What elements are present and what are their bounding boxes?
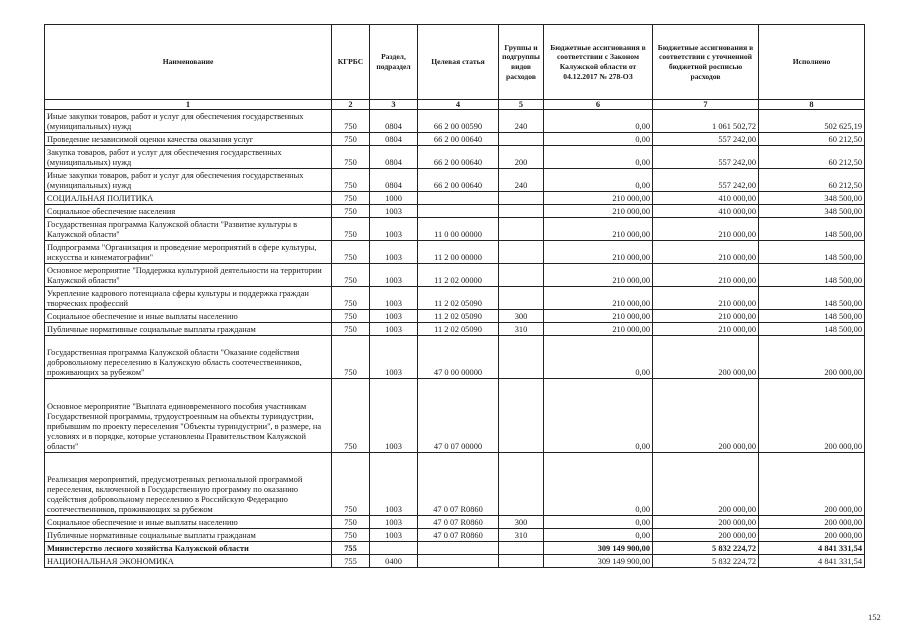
cell-group [499, 336, 544, 379]
cell-executed: 60 212,50 [759, 133, 865, 146]
table-row [45, 264, 865, 287]
cell-kgrbs: 755 [332, 542, 370, 555]
cell-executed: 200 000,00 [759, 379, 865, 453]
cell-updated: 210 000,00 [653, 241, 759, 264]
cell-group [499, 542, 544, 555]
cell-target: 66 2 00 00640 [418, 133, 499, 146]
cell-section: 1000 [370, 192, 418, 205]
cell-target [418, 542, 499, 555]
cell-executed: 200 000,00 [759, 529, 865, 542]
table-row [45, 169, 865, 192]
cell-name: Укрепление кадрового потенциала сферы культуры и поддержка граждан творческих профессий [45, 287, 332, 310]
cell-group: 300 [499, 310, 544, 323]
cell-section: 1003 [370, 516, 418, 529]
cell-group [499, 205, 544, 218]
header-executed: Исполнено [759, 25, 865, 100]
cell-executed: 148 500,00 [759, 310, 865, 323]
cell-name: Иные закупки товаров, работ и услуг для обеспечения государственных (муниципальных) нужд [45, 169, 332, 192]
cell-section [370, 542, 418, 555]
cell-updated: 5 832 224,72 [653, 555, 759, 568]
cell-target: 47 0 07 00000 [418, 379, 499, 453]
cell-law: 210 000,00 [544, 218, 653, 241]
cell-target: 11 2 02 00000 [418, 264, 499, 287]
table-row [45, 542, 865, 555]
table-row [45, 133, 865, 146]
cell-target: 47 0 07 R0860 [418, 516, 499, 529]
cell-kgrbs: 750 [332, 310, 370, 323]
cell-kgrbs: 750 [332, 192, 370, 205]
cell-executed: 200 000,00 [759, 453, 865, 516]
table-row [45, 379, 865, 453]
cell-kgrbs: 750 [332, 516, 370, 529]
cell-kgrbs: 750 [332, 264, 370, 287]
cell-kgrbs: 750 [332, 218, 370, 241]
cell-group [499, 218, 544, 241]
table-row [45, 241, 865, 264]
cell-law: 0,00 [544, 379, 653, 453]
table-row [45, 110, 865, 133]
cell-target: 11 2 02 05090 [418, 323, 499, 336]
cell-target [418, 192, 499, 205]
header-updated: Бюджетные ассигнования в соответствии с уточненной бюджетной росписью расходов [653, 25, 759, 100]
cell-section: 1003 [370, 205, 418, 218]
cell-kgrbs: 750 [332, 529, 370, 542]
cell-name: Социальное обеспечение населения [45, 205, 332, 218]
cell-law: 210 000,00 [544, 264, 653, 287]
cell-section: 0804 [370, 169, 418, 192]
cell-group [499, 192, 544, 205]
cell-executed: 4 841 331,54 [759, 542, 865, 555]
cell-kgrbs: 750 [332, 287, 370, 310]
cell-updated: 210 000,00 [653, 287, 759, 310]
header-name: Наименование [45, 25, 332, 100]
cell-executed: 4 841 331,54 [759, 555, 865, 568]
cell-group: 240 [499, 110, 544, 133]
table-row [45, 529, 865, 542]
cell-updated: 557 242,00 [653, 169, 759, 192]
cell-target: 11 2 02 05090 [418, 310, 499, 323]
cell-section: 1003 [370, 310, 418, 323]
budget-table [44, 24, 865, 568]
cell-kgrbs: 750 [332, 336, 370, 379]
cell-updated: 410 000,00 [653, 192, 759, 205]
cell-updated: 200 000,00 [653, 336, 759, 379]
cell-group: 200 [499, 146, 544, 169]
cell-kgrbs: 750 [332, 323, 370, 336]
cell-kgrbs: 750 [332, 133, 370, 146]
cell-name: Министерство лесного хозяйства Калужской области [45, 542, 332, 555]
cell-name: Иные закупки товаров, работ и услуг для обеспечения государственных (муниципальных) нужд [45, 110, 332, 133]
column-number: 1 [45, 100, 332, 110]
cell-group [499, 133, 544, 146]
cell-name: Основное мероприятие "Выплата единовременного пособия участникам Государственной программы, трудоустроенным на объекты туриндустрии, прибывшим по проекту переселения "Объекты туриндустрии", в размере, на условиях и в порядке, которые установлены Правительством Калужской области" [45, 379, 332, 453]
cell-group [499, 287, 544, 310]
cell-section: 0400 [370, 555, 418, 568]
cell-group [499, 555, 544, 568]
cell-target: 11 2 02 05090 [418, 287, 499, 310]
cell-executed: 348 500,00 [759, 205, 865, 218]
cell-updated: 200 000,00 [653, 516, 759, 529]
cell-updated: 200 000,00 [653, 453, 759, 516]
column-number-row [45, 100, 865, 110]
column-number: 4 [418, 100, 499, 110]
column-number: 6 [544, 100, 653, 110]
cell-law: 210 000,00 [544, 323, 653, 336]
cell-name: Государственная программа Калужской области "Развитие культуры в Калужской области" [45, 218, 332, 241]
cell-section: 1003 [370, 453, 418, 516]
cell-name: Основное мероприятие "Поддержка культурной деятельности на территории Калужской области" [45, 264, 332, 287]
cell-kgrbs: 750 [332, 453, 370, 516]
table-row [45, 192, 865, 205]
cell-group [499, 241, 544, 264]
cell-executed: 148 500,00 [759, 287, 865, 310]
cell-kgrbs: 755 [332, 555, 370, 568]
table-row [45, 218, 865, 241]
table-row [45, 453, 865, 516]
cell-group [499, 264, 544, 287]
cell-law: 309 149 900,00 [544, 555, 653, 568]
cell-target: 11 0 00 00000 [418, 218, 499, 241]
cell-executed: 200 000,00 [759, 336, 865, 379]
cell-target [418, 555, 499, 568]
cell-kgrbs: 750 [332, 205, 370, 218]
cell-section: 1003 [370, 323, 418, 336]
cell-updated: 1 061 502,72 [653, 110, 759, 133]
cell-target: 66 2 00 00640 [418, 169, 499, 192]
cell-updated: 557 242,00 [653, 146, 759, 169]
table-row [45, 555, 865, 568]
cell-executed: 348 500,00 [759, 192, 865, 205]
cell-group: 310 [499, 529, 544, 542]
cell-kgrbs: 750 [332, 379, 370, 453]
cell-updated: 200 000,00 [653, 529, 759, 542]
cell-name: Реализация мероприятий, предусмотренных региональной программой переселения, включенной в Государственную программу по оказанию содействия добровольному переселению в Российскую Федерацию соотечественников, проживающих за рубежом [45, 453, 332, 516]
cell-group: 240 [499, 169, 544, 192]
cell-section: 1003 [370, 529, 418, 542]
cell-law: 309 149 900,00 [544, 542, 653, 555]
cell-law: 210 000,00 [544, 310, 653, 323]
cell-target: 47 0 07 R0860 [418, 529, 499, 542]
cell-group: 300 [499, 516, 544, 529]
cell-section: 1003 [370, 218, 418, 241]
cell-target: 47 0 07 R0860 [418, 453, 499, 516]
cell-updated: 5 832 224,72 [653, 542, 759, 555]
cell-updated: 210 000,00 [653, 310, 759, 323]
cell-updated: 200 000,00 [653, 379, 759, 453]
cell-law: 210 000,00 [544, 192, 653, 205]
cell-section: 0804 [370, 110, 418, 133]
cell-updated: 210 000,00 [653, 323, 759, 336]
table-body [45, 110, 865, 568]
cell-law: 0,00 [544, 453, 653, 516]
cell-section: 0804 [370, 133, 418, 146]
cell-law: 0,00 [544, 529, 653, 542]
cell-law: 0,00 [544, 169, 653, 192]
cell-updated: 210 000,00 [653, 264, 759, 287]
cell-name: НАЦИОНАЛЬНАЯ ЭКОНОМИКА [45, 555, 332, 568]
cell-name: Социальное обеспечение и иные выплаты населению [45, 310, 332, 323]
cell-group: 310 [499, 323, 544, 336]
cell-law: 210 000,00 [544, 287, 653, 310]
cell-section: 1003 [370, 287, 418, 310]
cell-kgrbs: 750 [332, 169, 370, 192]
cell-target: 66 2 00 00590 [418, 110, 499, 133]
cell-updated: 557 242,00 [653, 133, 759, 146]
header-section: Раздел, подраздел [370, 25, 418, 100]
table-row [45, 205, 865, 218]
cell-name: Публичные нормативные социальные выплаты гражданам [45, 323, 332, 336]
table-row [45, 516, 865, 529]
column-number: 7 [653, 100, 759, 110]
header-kgrbs: КГРБС [332, 25, 370, 100]
cell-executed: 148 500,00 [759, 264, 865, 287]
cell-law: 210 000,00 [544, 205, 653, 218]
page-number: 152 [868, 612, 881, 622]
cell-target [418, 205, 499, 218]
table-row [45, 146, 865, 169]
cell-section: 1003 [370, 241, 418, 264]
table-row [45, 310, 865, 323]
cell-executed: 502 625,19 [759, 110, 865, 133]
cell-executed: 148 500,00 [759, 218, 865, 241]
cell-target: 47 0 00 00000 [418, 336, 499, 379]
cell-executed: 60 212,50 [759, 146, 865, 169]
cell-group [499, 379, 544, 453]
cell-law: 0,00 [544, 110, 653, 133]
cell-executed: 148 500,00 [759, 241, 865, 264]
cell-group [499, 453, 544, 516]
cell-executed: 200 000,00 [759, 516, 865, 529]
cell-updated: 210 000,00 [653, 218, 759, 241]
cell-name: Социальное обеспечение и иные выплаты населению [45, 516, 332, 529]
cell-section: 1003 [370, 336, 418, 379]
header-group: Группы и подгруппы видов расходов [499, 25, 544, 100]
cell-name: Публичные нормативные социальные выплаты гражданам [45, 529, 332, 542]
table-row [45, 287, 865, 310]
cell-name: Подпрограмма "Организация и проведение мероприятий в сфере культуры, искусства и кинематографии" [45, 241, 332, 264]
column-number: 3 [370, 100, 418, 110]
column-number: 8 [759, 100, 865, 110]
cell-law: 0,00 [544, 336, 653, 379]
cell-executed: 60 212,50 [759, 169, 865, 192]
cell-target: 11 2 00 00000 [418, 241, 499, 264]
cell-section: 1003 [370, 379, 418, 453]
cell-kgrbs: 750 [332, 110, 370, 133]
header-law: Бюджетные ассигнования в соответствии с Законом Калужской области от 04.12.2017 № 278-ОЗ [544, 25, 653, 100]
header-row [45, 25, 865, 100]
cell-law: 0,00 [544, 516, 653, 529]
header-target: Целевая статья [418, 25, 499, 100]
column-number: 5 [499, 100, 544, 110]
cell-name: Государственная программа Калужской области "Оказание содействия добровольному переселению в Калужскую область соотечественников, проживающих за рубежом" [45, 336, 332, 379]
cell-kgrbs: 750 [332, 241, 370, 264]
cell-updated: 410 000,00 [653, 205, 759, 218]
cell-law: 0,00 [544, 146, 653, 169]
cell-name: СОЦИАЛЬНАЯ ПОЛИТИКА [45, 192, 332, 205]
table-row [45, 336, 865, 379]
cell-name: Закупка товаров, работ и услуг для обеспечения государственных (муниципальных) нужд [45, 146, 332, 169]
cell-section: 1003 [370, 264, 418, 287]
cell-name: Проведение независимой оценки качества оказания услуг [45, 133, 332, 146]
cell-kgrbs: 750 [332, 146, 370, 169]
cell-law: 210 000,00 [544, 241, 653, 264]
cell-target: 66 2 00 00640 [418, 146, 499, 169]
cell-executed: 148 500,00 [759, 323, 865, 336]
table-row [45, 323, 865, 336]
cell-law: 0,00 [544, 133, 653, 146]
column-number: 2 [332, 100, 370, 110]
cell-section: 0804 [370, 146, 418, 169]
